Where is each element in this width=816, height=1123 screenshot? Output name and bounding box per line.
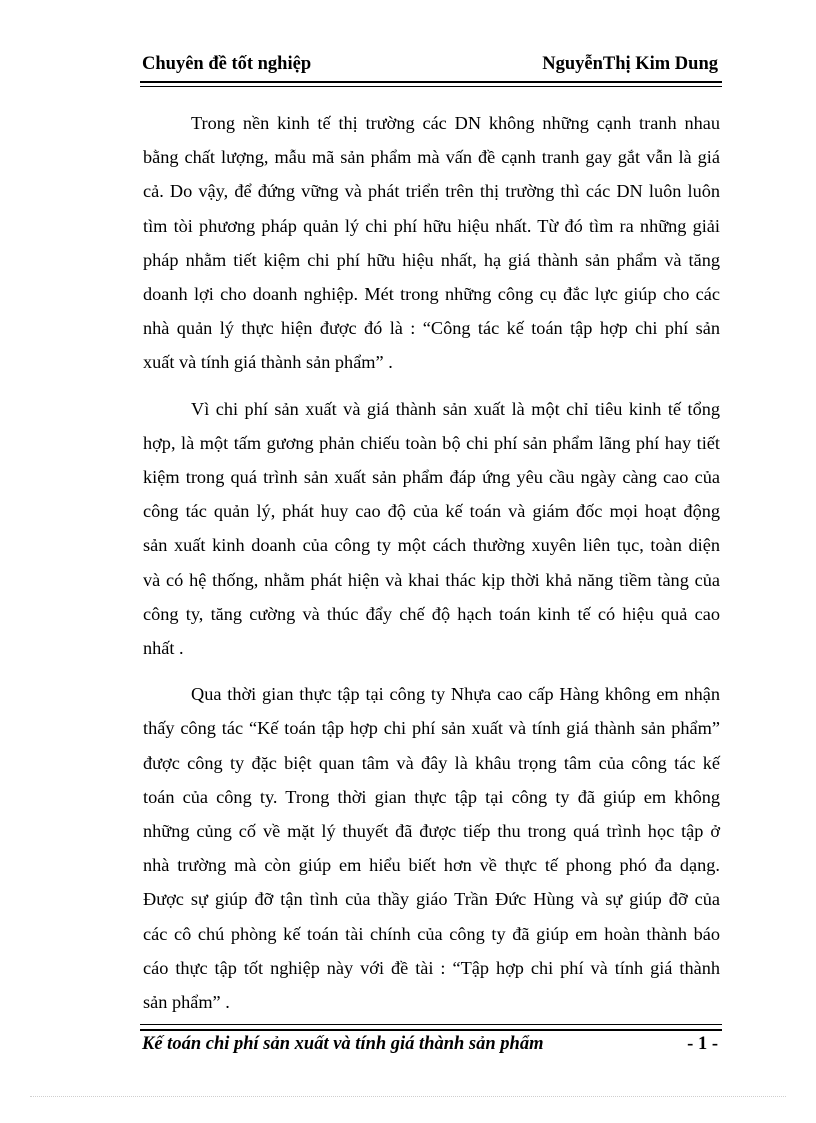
text-line: sản xuất kinh doanh của công ty một cách thường xuyên liên tục, toàn diện: [143, 535, 720, 556]
header-rule-thin: [140, 86, 722, 87]
page-edge-divider: [30, 1096, 786, 1097]
header-title: Chuyên đề tốt nghiệp: [142, 54, 312, 74]
text-line: Trong nền kinh tế thị trường các DN không những cạnh tranh nhau: [191, 113, 720, 133]
text-line: Vì chi phí sản xuất và giá thành sản xuất là một chỉ tiêu kinh tế tổng: [191, 398, 720, 419]
text-line: công ty, tăng cường và thúc đẩy chế độ hạch toán kinh tế có hiệu quả cao: [143, 603, 720, 624]
text-line: nhất .: [143, 638, 184, 659]
text-line: hợp, là một tấm gương phản chiếu toàn bộ chi phí sản phẩm lãng phí hay tiết: [143, 432, 720, 453]
text-line: pháp nhằm tiết kiệm chi phí hữu hiệu nhất, hạ giá thành sản phẩm và tăng: [143, 249, 720, 270]
text-line: cáo thực tập tốt nghiệp này với đề tài : “Tập hợp chi phí và tính giá thành: [143, 957, 720, 978]
paragraph-3: [143, 677, 720, 1019]
text-line: toán của công ty. Trong thời gian thực tập tại công ty đã giúp em không: [143, 786, 720, 807]
text-line: Qua thời gian thực tập tại công ty Nhựa cao cấp Hàng không em nhận: [191, 684, 720, 705]
paragraph-1: [143, 106, 720, 380]
text-line: thấy công tác “Kế toán tập hợp chi phí sản xuất và tính giá thành sản phẩm”: [143, 718, 720, 739]
text-line: nhà trường mà còn giúp em hiểu biết hơn về thực tế phong phó đa dạng.: [143, 855, 720, 876]
text-line: tìm tòi phương pháp quản lý chi phí hữu hiệu nhất. Từ đó tìm ra những giải: [143, 215, 720, 236]
text-line: bằng chất lượng, mẫu mã sản phẩm mà vấn đề cạnh tranh gay gắt vẫn là giá: [143, 147, 720, 168]
text-line: xuất và tính giá thành sản phẩm” .: [143, 352, 393, 373]
header-author: NguyễnThị Kim Dung: [542, 54, 718, 74]
document-body: [143, 106, 720, 1019]
text-line: doanh lợi cho doanh nghiệp. Mét trong những công cụ đắc lực giúp cho các: [143, 284, 720, 305]
text-line: công tác quản lý, phát huy cao độ của kế toán và giám đốc mọi hoạt động: [143, 501, 720, 522]
text-line: sản phẩm” .: [143, 992, 230, 1013]
text-line: kiệm trong quá trình sản xuất sản phẩm đáp ứng yêu cầu ngày càng cao của: [143, 467, 720, 488]
text-line: và có hệ thống, nhằm phát hiện và khai thác kịp thời khả năng tiềm tàng của: [143, 569, 720, 590]
text-line: nhà quản lý thực hiện được đó là : “Công tác kế toán tập hợp chi phí sản: [143, 318, 720, 339]
footer-rule-thin: [140, 1024, 722, 1025]
page-header: [140, 52, 720, 78]
text-line: được công ty đặc biệt quan tâm và đây là khâu trọng tâm của công tác kế: [143, 752, 720, 773]
header-rule-thick: [140, 81, 722, 83]
text-line: những củng cố về mặt lý thuyết đã được tiếp thu trong quá trình học tập ở: [143, 821, 720, 842]
page-number: - 1 -: [687, 1034, 718, 1054]
text-line: cả. Do vậy, để đứng vững và phát triển trên thị trường thì các DN luôn luôn: [143, 181, 720, 202]
text-line: các cô chú phòng kế toán tài chính của công ty đã giúp em hoàn thành báo: [143, 923, 720, 944]
footer-title: Kế toán chi phí sản xuất và tính giá thành sản phẩm: [142, 1034, 544, 1054]
text-line: Được sự giúp đỡ tận tình của thầy giáo Trần Đức Hùng và sự giúp đỡ của: [143, 889, 720, 910]
page-footer: [140, 1031, 722, 1059]
paragraph-2: [143, 392, 720, 666]
